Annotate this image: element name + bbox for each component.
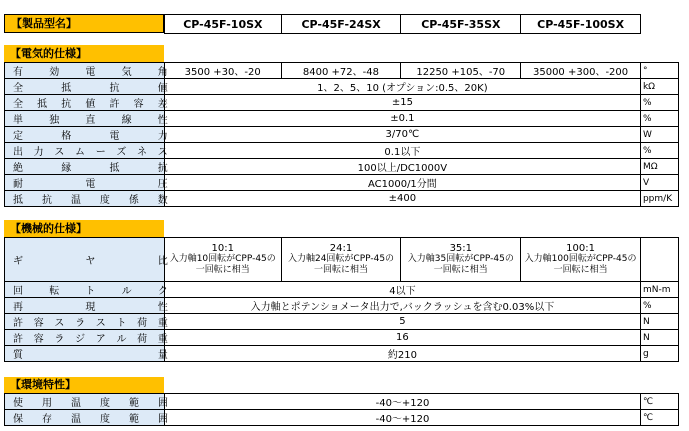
table-row bbox=[5, 298, 679, 314]
table-row bbox=[5, 63, 679, 79]
label-char: 独 bbox=[49, 115, 60, 126]
value-cell: 4以下 bbox=[164, 282, 640, 298]
label-char: 抵 bbox=[13, 195, 23, 206]
label-char: 許 bbox=[13, 334, 23, 345]
label-char: 係 bbox=[128, 195, 139, 206]
label-char: 用 bbox=[42, 398, 52, 409]
row-label-text bbox=[7, 314, 174, 329]
gear-note: 入力軸100回転がCPP-45の bbox=[524, 254, 637, 264]
label-char: 抵 bbox=[37, 99, 48, 110]
label-char: 抵 bbox=[61, 83, 72, 94]
label-char: ス bbox=[95, 318, 106, 329]
row-label-text bbox=[7, 346, 174, 361]
model-section-title: 【製品型名】 bbox=[4, 14, 164, 33]
unit-cell: ℃ bbox=[641, 394, 679, 410]
table-row bbox=[5, 95, 679, 111]
value-cell: ±0.1 bbox=[164, 111, 640, 127]
label-char: 出 bbox=[13, 147, 23, 158]
model-table bbox=[164, 14, 641, 34]
gear-note: 入力軸24回転がCPP-45の bbox=[287, 254, 395, 264]
gear-ratio-cell bbox=[521, 238, 641, 282]
label-char: 耐 bbox=[13, 179, 23, 190]
label-char: ギ bbox=[13, 256, 23, 267]
value-cell: -40～+120 bbox=[165, 410, 641, 426]
row-label bbox=[5, 111, 168, 127]
label-char: ス bbox=[54, 147, 65, 158]
label-char: ズ bbox=[116, 147, 127, 158]
row-label-text bbox=[7, 410, 174, 425]
value-cell: 35000 +300、-200 bbox=[521, 63, 641, 79]
label-char: 性 bbox=[157, 302, 168, 313]
label-char: 度 bbox=[100, 414, 110, 425]
label-char: 電 bbox=[85, 179, 96, 190]
label-char: 現 bbox=[85, 302, 96, 313]
label-char: 効 bbox=[49, 67, 60, 78]
label-char: ー bbox=[95, 147, 106, 158]
label-char: 抗 bbox=[109, 83, 120, 94]
label-char: 気 bbox=[121, 67, 132, 78]
unit-cell: ° bbox=[640, 63, 678, 79]
label-char: 絶 bbox=[13, 163, 23, 174]
table-row bbox=[5, 111, 679, 127]
electrical-table bbox=[4, 62, 679, 207]
label-char: ト bbox=[116, 318, 127, 329]
table-row bbox=[5, 238, 679, 282]
label-char: 単 bbox=[13, 115, 23, 126]
label-char: 抵 bbox=[109, 163, 120, 174]
unit-cell: MΩ bbox=[640, 159, 678, 175]
gear-note: 一回転に相当 bbox=[433, 265, 488, 275]
label-char: 範 bbox=[129, 414, 139, 425]
value-cell: 約210 bbox=[164, 346, 640, 362]
label-char: 回 bbox=[13, 286, 23, 297]
label-char: 荷 bbox=[137, 318, 148, 329]
label-char: 電 bbox=[109, 131, 120, 142]
unit-cell: % bbox=[640, 143, 678, 159]
label-char: ク bbox=[157, 286, 168, 297]
gear-note: 一回転に相当 bbox=[314, 265, 369, 275]
row-label-text bbox=[7, 79, 174, 94]
row-label-text bbox=[7, 143, 174, 158]
label-char: ヤ bbox=[85, 256, 96, 267]
label-char: 定 bbox=[13, 131, 23, 142]
value-cell: 0.1以下 bbox=[164, 143, 640, 159]
label-char: 抗 bbox=[61, 99, 72, 110]
gear-ratio-cell bbox=[281, 238, 401, 282]
gear-note: 入力軸10回転がCPP-45の bbox=[169, 254, 276, 264]
row-label-text bbox=[7, 159, 174, 174]
label-char: 容 bbox=[133, 99, 144, 110]
row-label-text bbox=[7, 63, 174, 78]
row-label bbox=[5, 314, 168, 330]
label-char: 容 bbox=[33, 334, 44, 345]
label-char: 全 bbox=[13, 99, 23, 110]
row-label bbox=[5, 95, 168, 111]
row-label-text bbox=[7, 127, 174, 142]
label-char: ネ bbox=[137, 147, 148, 158]
environment-section-title: 【環境特性】 bbox=[4, 377, 164, 393]
row-label-text bbox=[7, 191, 174, 206]
value-cell: AC1000/1分間 bbox=[164, 175, 640, 191]
unit-cell: % bbox=[640, 298, 678, 314]
unit-cell: mN-m bbox=[640, 282, 678, 298]
unit-cell: N bbox=[640, 314, 678, 330]
label-char: ス bbox=[157, 147, 168, 158]
gear-note: 一回転に相当 bbox=[195, 265, 250, 275]
gear-note: 一回転に相当 bbox=[553, 265, 608, 275]
table-row bbox=[5, 410, 679, 426]
label-char: 使 bbox=[13, 398, 23, 409]
table-row bbox=[5, 191, 679, 207]
label-char: 角 bbox=[157, 67, 168, 78]
label-char: 性 bbox=[157, 115, 168, 126]
gear-ratio: 100:1 bbox=[566, 243, 595, 254]
label-char: 範 bbox=[129, 398, 139, 409]
value-cell: -40～+120 bbox=[165, 394, 641, 410]
unit-cell: g bbox=[640, 346, 678, 362]
row-label bbox=[5, 282, 168, 298]
table-row bbox=[5, 314, 679, 330]
label-char: 度 bbox=[100, 398, 110, 409]
row-label bbox=[5, 79, 168, 95]
unit-cell: % bbox=[640, 111, 678, 127]
label-char: ラ bbox=[75, 318, 86, 329]
value-cell: 3/70℃ bbox=[164, 127, 640, 143]
label-char: 量 bbox=[157, 350, 168, 361]
label-char: 転 bbox=[49, 286, 60, 297]
value-cell: 12250 +105、-70 bbox=[401, 63, 521, 79]
label-char: ラ bbox=[54, 334, 65, 345]
value-cell: ±15 bbox=[164, 95, 640, 111]
table-row bbox=[5, 159, 679, 175]
label-char: 力 bbox=[157, 131, 168, 142]
label-char: 格 bbox=[61, 131, 72, 142]
value-cell: 16 bbox=[164, 330, 640, 346]
value-cell: 8400 +72、-48 bbox=[281, 63, 401, 79]
label-char: 値 bbox=[85, 99, 96, 110]
unit-cell: N bbox=[640, 330, 678, 346]
label-char: 電 bbox=[85, 67, 96, 78]
row-label bbox=[5, 159, 168, 175]
environment-table bbox=[4, 393, 679, 426]
table-row bbox=[5, 330, 679, 346]
row-label bbox=[5, 143, 168, 159]
gear-ratio: 24:1 bbox=[329, 243, 353, 254]
unit-cell: V bbox=[640, 175, 678, 191]
label-char: 荷 bbox=[137, 334, 148, 345]
label-char: 圧 bbox=[157, 179, 168, 190]
row-label-text bbox=[7, 394, 174, 409]
row-label-text bbox=[7, 95, 174, 110]
row-label bbox=[5, 191, 168, 207]
gear-ratio-cell bbox=[164, 238, 281, 282]
row-label bbox=[5, 63, 168, 79]
label-char: ジ bbox=[75, 334, 86, 345]
label-char: 存 bbox=[42, 414, 52, 425]
label-char: 容 bbox=[33, 318, 44, 329]
label-char: 縁 bbox=[61, 163, 72, 174]
model-cell: CP-45F-24SX bbox=[281, 15, 401, 34]
row-label bbox=[5, 238, 168, 282]
row-label bbox=[5, 175, 168, 191]
label-char: 保 bbox=[13, 414, 23, 425]
label-char: ア bbox=[95, 334, 106, 345]
unit-cell: ℃ bbox=[641, 410, 679, 426]
mechanical-table bbox=[4, 237, 679, 362]
model-cell: CP-45F-35SX bbox=[401, 15, 521, 34]
label-char: 数 bbox=[157, 195, 168, 206]
unit-cell bbox=[640, 238, 678, 282]
row-label-text bbox=[7, 111, 174, 126]
label-char: 囲 bbox=[158, 398, 168, 409]
table-row bbox=[5, 394, 679, 410]
row-label-text bbox=[7, 298, 174, 313]
table-row bbox=[5, 79, 679, 95]
model-cell: CP-45F-10SX bbox=[165, 15, 282, 34]
gear-ratio: 10:1 bbox=[211, 243, 234, 254]
label-char: 抗 bbox=[157, 163, 168, 174]
label-char: ル bbox=[121, 286, 132, 297]
row-label-text bbox=[7, 282, 174, 297]
label-char: 重 bbox=[157, 318, 168, 329]
value-cell: 入力軸とポテンショメータ出力で,バックラッシュを含む0.03%以下 bbox=[164, 298, 640, 314]
label-char: 値 bbox=[157, 83, 168, 94]
label-char: ル bbox=[116, 334, 127, 345]
label-char: 温 bbox=[70, 195, 81, 206]
label-char: 質 bbox=[13, 350, 23, 361]
mechanical-section-title: 【機械的仕様】 bbox=[4, 220, 164, 237]
label-char: 許 bbox=[13, 318, 23, 329]
row-label bbox=[5, 330, 168, 346]
row-label-text bbox=[7, 330, 174, 345]
row-label bbox=[5, 394, 168, 410]
gear-ratio-cell bbox=[401, 238, 521, 282]
table-row bbox=[5, 127, 679, 143]
row-label bbox=[5, 298, 168, 314]
row-label-text bbox=[7, 252, 174, 267]
row-label bbox=[5, 346, 168, 362]
label-char: 力 bbox=[33, 147, 44, 158]
table-row bbox=[5, 346, 679, 362]
table-row bbox=[5, 143, 679, 159]
label-char: 度 bbox=[99, 195, 110, 206]
gear-ratio: 35:1 bbox=[449, 243, 473, 254]
table-row bbox=[5, 282, 679, 298]
value-cell: 5 bbox=[164, 314, 640, 330]
model-cell: CP-45F-100SX bbox=[521, 15, 641, 34]
row-label bbox=[5, 127, 168, 143]
unit-cell: kΩ bbox=[640, 79, 678, 95]
label-char: 直 bbox=[85, 115, 96, 126]
unit-cell: % bbox=[640, 95, 678, 111]
label-char: 全 bbox=[13, 83, 23, 94]
electrical-section-title: 【電気的仕様】 bbox=[4, 45, 164, 62]
unit-cell: ppm/K bbox=[640, 191, 678, 207]
unit-cell: W bbox=[640, 127, 678, 143]
label-char: ト bbox=[85, 286, 96, 297]
label-char: 許 bbox=[109, 99, 120, 110]
table-row bbox=[5, 175, 679, 191]
value-cell: 100以上/DC1000V bbox=[164, 159, 640, 175]
label-char: 囲 bbox=[158, 414, 168, 425]
gear-note: 入力軸35回転がCPP-45の bbox=[407, 254, 514, 264]
label-char: 温 bbox=[71, 398, 81, 409]
label-char: 線 bbox=[121, 115, 132, 126]
value-cell: 3500 +30、-20 bbox=[164, 63, 281, 79]
value-cell: 1、2、5、10 (オプション:0.5、20K) bbox=[164, 79, 640, 95]
label-char: ム bbox=[75, 147, 86, 158]
label-char: 比 bbox=[157, 256, 168, 267]
label-char: 温 bbox=[71, 414, 81, 425]
label-char: 差 bbox=[157, 99, 168, 110]
label-char: 重 bbox=[157, 334, 168, 345]
value-cell: ±400 bbox=[164, 191, 640, 207]
label-char: 再 bbox=[13, 302, 23, 313]
label-char: ス bbox=[54, 318, 65, 329]
row-label bbox=[5, 410, 168, 426]
row-label-text bbox=[7, 175, 174, 190]
label-char: 抗 bbox=[41, 195, 52, 206]
label-char: 有 bbox=[13, 67, 23, 78]
